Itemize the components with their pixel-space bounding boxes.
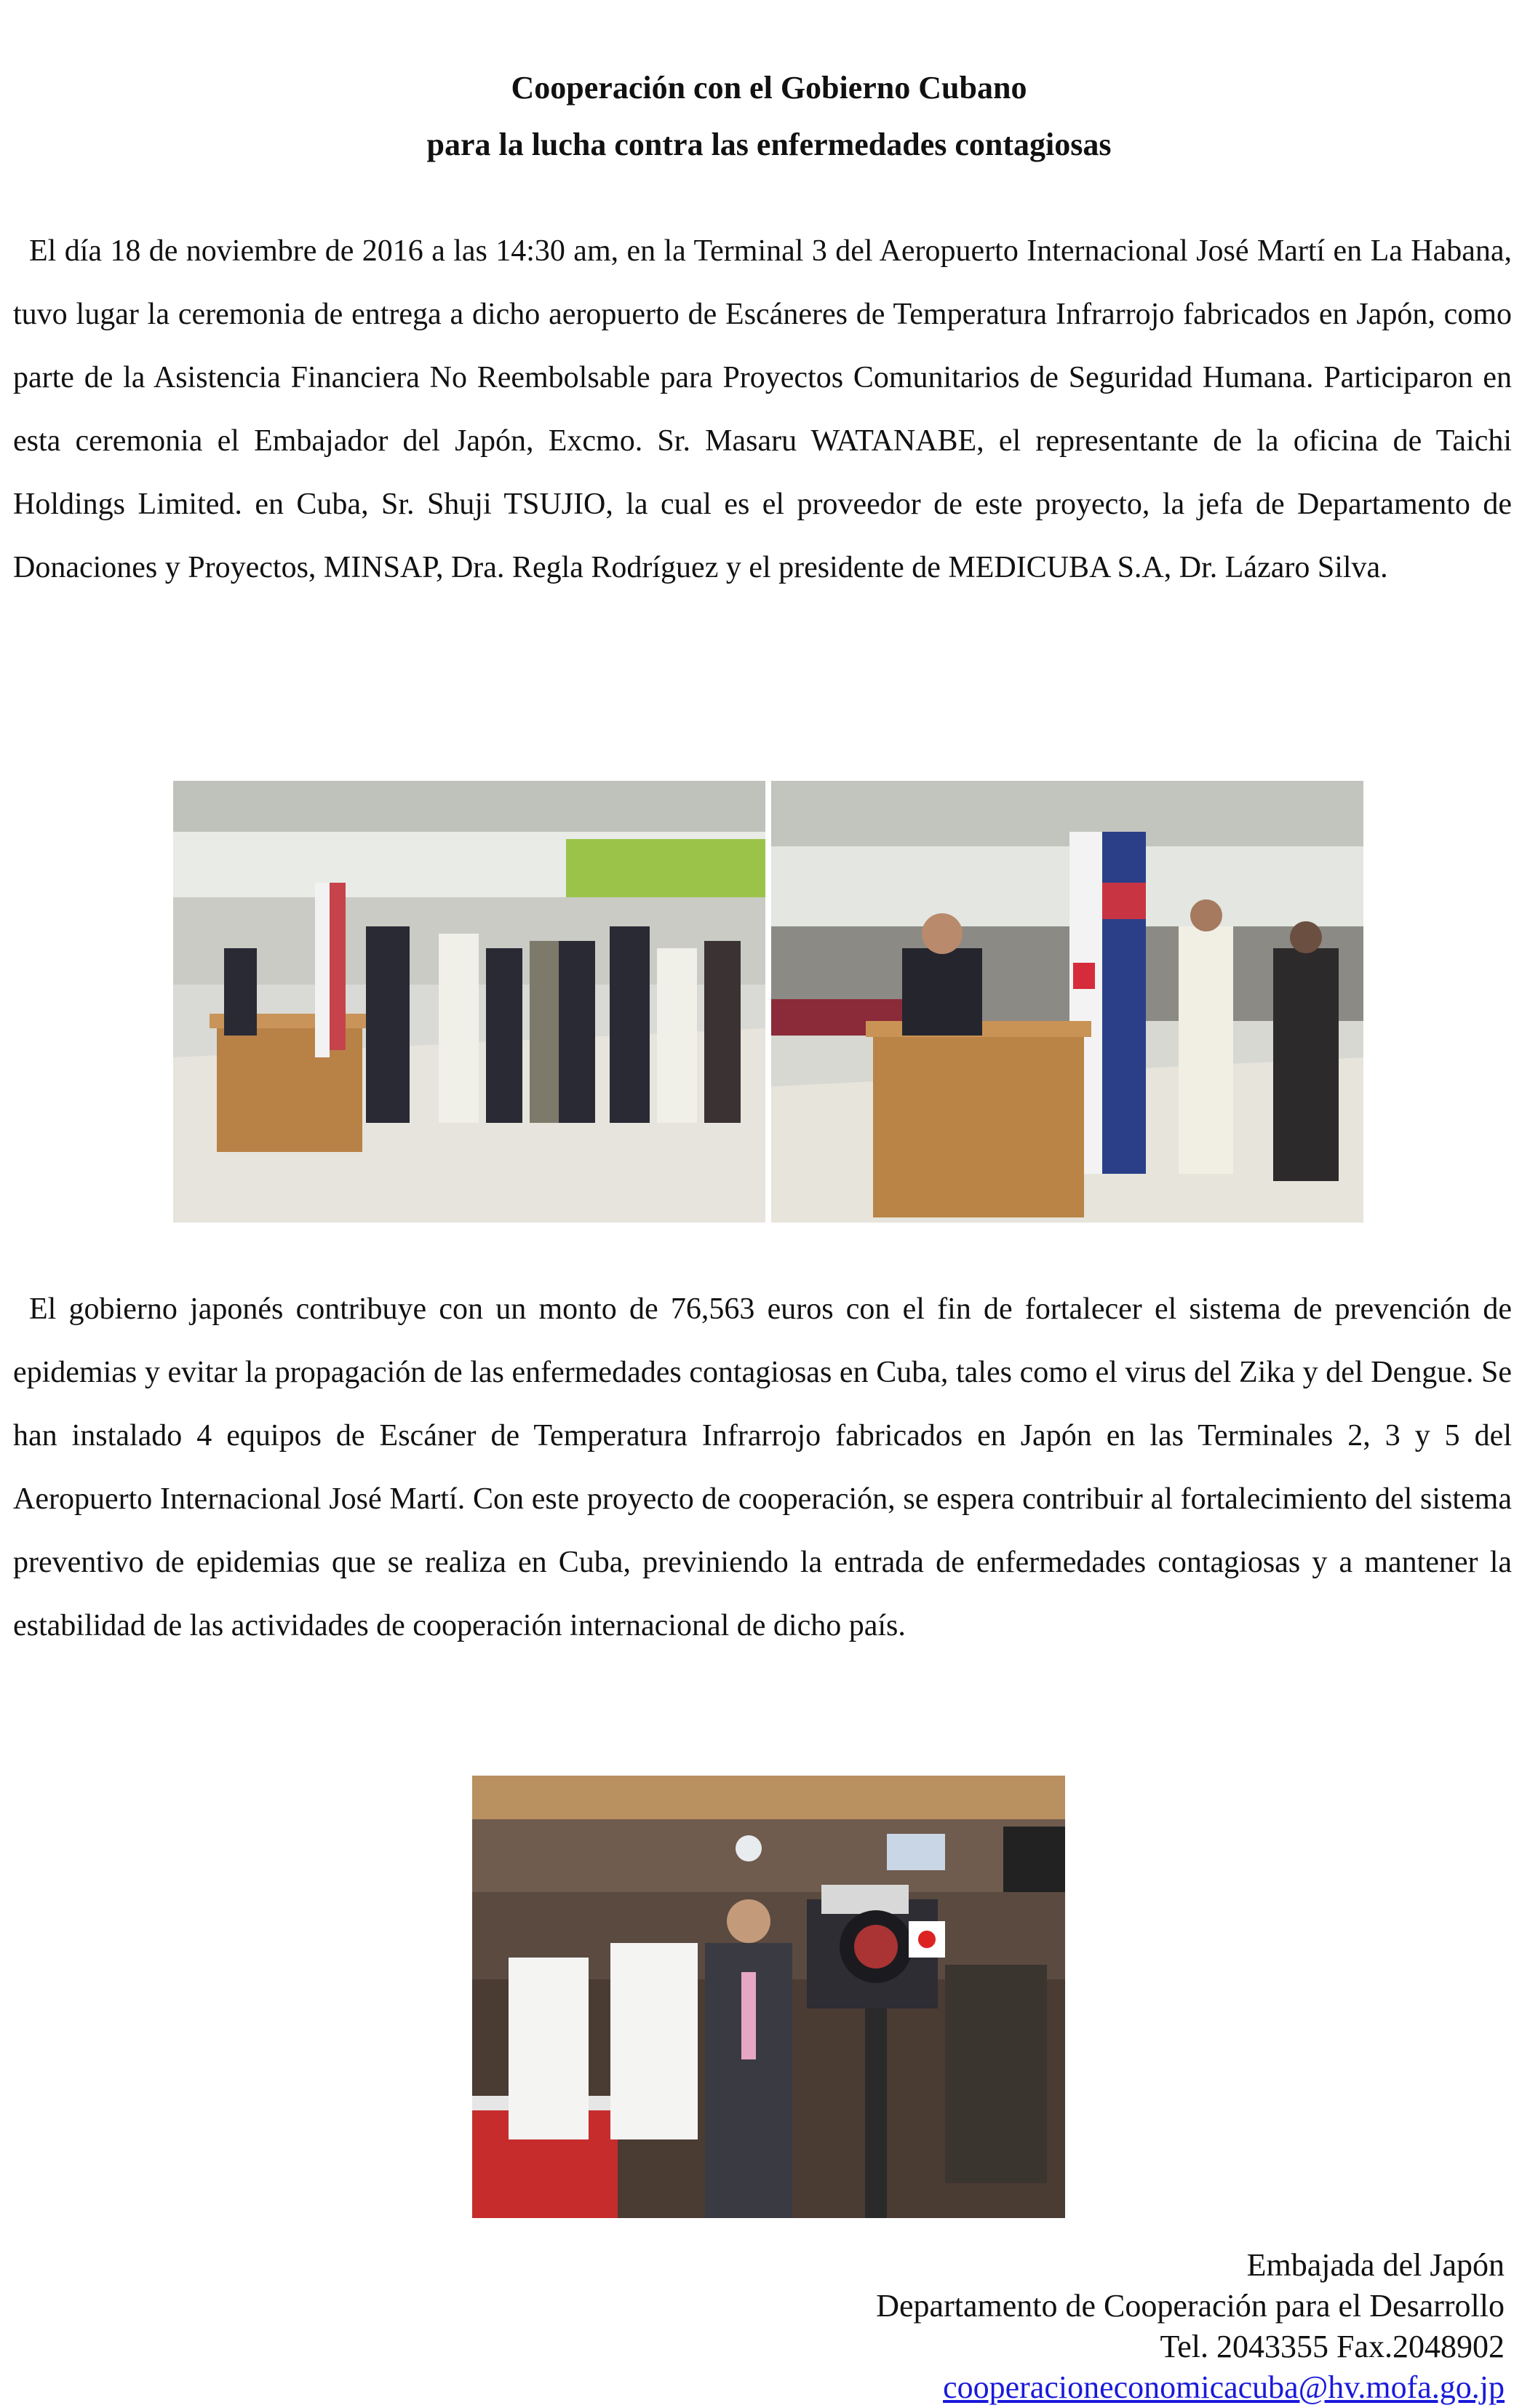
document-title (0, 60, 1538, 173)
photo-ambassador-speech (771, 781, 1363, 1223)
footer-phone: Tel. 2043355 Fax.2048902 (1160, 2329, 1505, 2364)
footer-department: Departamento de Cooperación para el Desarrollo (876, 2288, 1505, 2324)
paragraph-contribution: El gobierno japonés contribuye con un monto de 76,563 euros con el fin de fortalecer el sistema de prevención de epidemias y evitar la propagación de las enfermedades contagiosas en Cuba, tales como el virus del Zika y del Dengue. Se han instalado 4 equipos de Escáner de Temperatura Infrarrojo fabricados en Japón en las Terminales 2, 3 y 5 del Aeropuerto Internacional José Martí. Con este proyecto de cooperación, se espera contribuir al fortalecimiento del sistema preventivo de epidemias que se realiza en Cuba, previniendo la entrada de enfermedades contagiosas y a mantener la estabilidad de las actividades de cooperación internacional de dicho país. (13, 1292, 1512, 1642)
photo-ceremony-group (173, 781, 765, 1223)
footer-email-link[interactable]: cooperacioneconomicacuba@hv.mofa.go.jp (943, 2369, 1505, 2405)
title-line-1: Cooperación con el Gobierno Cubano (511, 70, 1027, 106)
contact-footer (876, 2245, 1505, 2408)
photo-scanner-demonstration (472, 1776, 1065, 2218)
title-line-2: para la lucha contra las enfermedades contagiosas (426, 127, 1112, 162)
paragraph-ceremony: El día 18 de noviembre de 2016 a las 14:30 am, en la Terminal 3 del Aeropuerto Internacional José Martí en La Habana, tuvo lugar la ceremonia de entrega a dicho aeropuerto de Escáneres de Temperatura Infrarrojo fabricados en Japón, como parte de la Asistencia Financiera No Reembolsable para Proyectos Comunitarios de Seguridad Humana. Participaron en esta ceremonia el Embajador del Japón, Excmo. Sr. Masaru WATANABE, el representante de la oficina de Taichi Holdings Limited. en Cuba, Sr. Shuji TSUJIO, la cual es el proveedor de este proyecto, la jefa de Departamento de Donaciones y Proyectos, MINSAP, Dra. Regla Rodríguez y el presidente de MEDICUBA S.A, Dr. Lázaro Silva. (13, 234, 1512, 584)
footer-org: Embajada del Japón (1246, 2247, 1505, 2283)
